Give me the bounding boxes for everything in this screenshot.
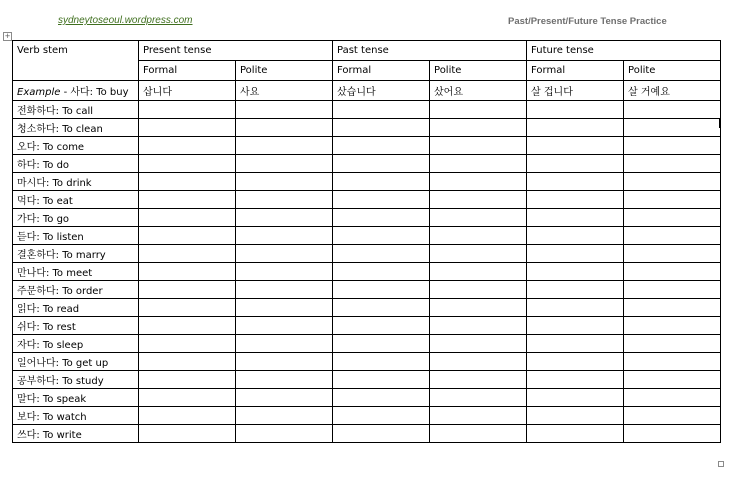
verb-row [13, 371, 721, 389]
answer-cell-future-formal[interactable] [527, 371, 624, 389]
verb-cell[interactable]: 하다: To do [13, 155, 139, 173]
answer-cell-present-polite[interactable] [236, 407, 333, 425]
verb-stem-header: Verb stem [13, 41, 139, 81]
verb-cell[interactable]: 청소하다: To clean [13, 119, 139, 137]
answer-cell-future-formal[interactable] [527, 209, 624, 227]
verb-row [13, 191, 721, 209]
verb-cell[interactable]: 주문하다: To order [13, 281, 139, 299]
answer-cell-past-formal[interactable] [333, 407, 430, 425]
example-verb-cell[interactable] [13, 81, 139, 101]
answer-cell-future-polite[interactable] [624, 155, 721, 173]
verb-row [13, 425, 721, 443]
verb-cell[interactable]: 결혼하다: To marry [13, 245, 139, 263]
answer-cell-future-polite[interactable] [624, 119, 721, 137]
answer-cell-future-polite[interactable] [624, 263, 721, 281]
verb-cell[interactable]: 전화하다: To call [13, 101, 139, 119]
present-tense-header: Present tense [139, 41, 333, 61]
verb-row [13, 281, 721, 299]
site-url: sydneytoseoul.wordpress.com [58, 15, 193, 26]
answer-cell-present-polite[interactable] [236, 191, 333, 209]
past-polite-header: Polite [430, 61, 527, 81]
answer-cell-present-polite[interactable] [236, 173, 333, 191]
answer-cell-present-formal[interactable] [139, 389, 236, 407]
answer-cell-future-polite[interactable] [624, 389, 721, 407]
answer-cell-present-formal[interactable] [139, 101, 236, 119]
answer-cell-present-polite[interactable] [236, 335, 333, 353]
answer-cell-past-polite[interactable] [430, 137, 527, 155]
verb-cell[interactable]: 쉬다: To rest [13, 317, 139, 335]
answer-cell-past-polite[interactable] [430, 299, 527, 317]
answer-cell-future-formal[interactable] [527, 335, 624, 353]
example-future-formal[interactable]: 살 겁니다 [527, 81, 624, 101]
answer-cell-future-formal[interactable] [527, 389, 624, 407]
verb-row [13, 335, 721, 353]
answer-cell-past-formal[interactable] [333, 173, 430, 191]
verb-cell[interactable]: 말다: To speak [13, 389, 139, 407]
verb-cell[interactable]: 보다: To watch [13, 407, 139, 425]
future-tense-header: Future tense [527, 41, 721, 61]
verb-cell[interactable]: 자다: To sleep [13, 335, 139, 353]
answer-cell-future-polite[interactable] [624, 299, 721, 317]
verb-cell[interactable]: 가다: To go [13, 209, 139, 227]
answer-cell-future-polite[interactable] [624, 371, 721, 389]
answer-cell-present-formal[interactable] [139, 137, 236, 155]
answer-cell-present-polite[interactable] [236, 227, 333, 245]
answer-cell-present-formal[interactable] [139, 263, 236, 281]
answer-cell-past-formal[interactable] [333, 353, 430, 371]
present-formal-header: Formal [139, 61, 236, 81]
answer-cell-past-polite[interactable] [430, 425, 527, 443]
answer-cell-future-formal[interactable] [527, 155, 624, 173]
answer-cell-present-polite[interactable] [236, 101, 333, 119]
answer-cell-future-formal[interactable] [527, 137, 624, 155]
answer-cell-present-polite[interactable] [236, 263, 333, 281]
example-present-polite[interactable]: 사요 [236, 81, 333, 101]
future-formal-header: Formal [527, 61, 624, 81]
answer-cell-future-formal[interactable] [527, 425, 624, 443]
answer-cell-past-formal[interactable] [333, 137, 430, 155]
answer-cell-past-formal[interactable] [333, 389, 430, 407]
answer-cell-present-polite[interactable] [236, 119, 333, 137]
verb-cell[interactable]: 오다: To come [13, 137, 139, 155]
answer-cell-present-formal[interactable] [139, 209, 236, 227]
answer-cell-present-polite[interactable] [236, 425, 333, 443]
answer-cell-future-polite[interactable] [624, 227, 721, 245]
answer-cell-future-polite[interactable] [624, 191, 721, 209]
answer-cell-present-formal[interactable] [139, 353, 236, 371]
answer-cell-future-polite[interactable] [624, 137, 721, 155]
answer-cell-past-polite[interactable] [430, 335, 527, 353]
answer-cell-future-polite[interactable] [624, 281, 721, 299]
past-formal-header: Formal [333, 61, 430, 81]
answer-cell-present-polite[interactable] [236, 155, 333, 173]
answer-cell-present-polite[interactable] [236, 137, 333, 155]
answer-cell-present-polite[interactable] [236, 299, 333, 317]
answer-cell-present-formal[interactable] [139, 335, 236, 353]
answer-cell-past-polite[interactable] [430, 155, 527, 173]
answer-cell-past-formal[interactable] [333, 227, 430, 245]
answer-cell-future-formal[interactable] [527, 263, 624, 281]
answer-cell-present-formal[interactable] [139, 119, 236, 137]
example-present-formal[interactable]: 삽니다 [139, 81, 236, 101]
answer-cell-present-polite[interactable] [236, 245, 333, 263]
answer-cell-past-formal[interactable] [333, 155, 430, 173]
answer-cell-present-formal[interactable] [139, 173, 236, 191]
answer-cell-past-polite[interactable] [430, 317, 527, 335]
answer-cell-past-polite[interactable] [430, 191, 527, 209]
verb-cell[interactable]: 마시다: To drink [13, 173, 139, 191]
answer-cell-future-polite[interactable] [624, 317, 721, 335]
verb-cell[interactable]: 쓰다: To write [13, 425, 139, 443]
answer-cell-past-formal[interactable] [333, 101, 430, 119]
answer-cell-future-polite[interactable] [624, 209, 721, 227]
answer-cell-present-polite[interactable] [236, 209, 333, 227]
verb-cell[interactable]: 만나다: To meet [13, 263, 139, 281]
answer-cell-past-formal[interactable] [333, 263, 430, 281]
document-title: Past/Present/Future Tense Practice [508, 16, 667, 27]
answer-cell-future-formal[interactable] [527, 299, 624, 317]
answer-cell-future-polite[interactable] [624, 353, 721, 371]
answer-cell-future-formal[interactable] [527, 119, 624, 137]
answer-cell-present-formal[interactable] [139, 425, 236, 443]
verb-row [13, 173, 721, 191]
answer-cell-future-polite[interactable] [624, 173, 721, 191]
answer-cell-past-formal[interactable] [333, 209, 430, 227]
future-polite-header: Polite [624, 61, 721, 81]
example-past-polite[interactable]: 샀어요 [430, 81, 527, 101]
answer-cell-future-formal[interactable] [527, 191, 624, 209]
answer-cell-past-polite[interactable] [430, 389, 527, 407]
verb-cell[interactable]: 공부하다: To study [13, 371, 139, 389]
verb-row [13, 353, 721, 371]
example-past-formal[interactable]: 샀습니다 [333, 81, 430, 101]
answer-cell-future-formal[interactable] [527, 407, 624, 425]
answer-cell-future-polite[interactable] [624, 407, 721, 425]
present-polite-header: Polite [236, 61, 333, 81]
answer-cell-past-polite[interactable] [430, 407, 527, 425]
answer-cell-past-polite[interactable] [430, 245, 527, 263]
answer-cell-present-polite[interactable] [236, 281, 333, 299]
verb-row [13, 317, 721, 335]
answer-cell-future-polite[interactable] [624, 425, 721, 443]
verb-row [13, 101, 721, 119]
answer-cell-future-formal[interactable] [527, 101, 624, 119]
answer-cell-present-formal[interactable] [139, 281, 236, 299]
tense-header-row [13, 41, 721, 61]
verb-row [13, 155, 721, 173]
verb-row [13, 137, 721, 155]
answer-cell-future-formal[interactable] [527, 281, 624, 299]
answer-cell-past-polite[interactable] [430, 281, 527, 299]
verb-row [13, 209, 721, 227]
answer-cell-past-formal[interactable] [333, 191, 430, 209]
answer-cell-present-formal[interactable] [139, 299, 236, 317]
answer-cell-future-formal[interactable] [527, 173, 624, 191]
verb-row [13, 263, 721, 281]
example-label: Example [17, 87, 61, 98]
answer-cell-present-formal[interactable] [139, 245, 236, 263]
example-future-polite[interactable]: 살 거예요 [624, 81, 721, 101]
answer-cell-past-formal[interactable] [333, 299, 430, 317]
example-row [13, 81, 721, 101]
answer-cell-future-polite[interactable] [624, 335, 721, 353]
answer-cell-past-formal[interactable] [333, 425, 430, 443]
answer-cell-future-formal[interactable] [527, 245, 624, 263]
answer-cell-past-formal[interactable] [333, 335, 430, 353]
verb-row [13, 119, 721, 137]
answer-cell-present-formal[interactable] [139, 371, 236, 389]
tense-practice-table [12, 40, 721, 443]
answer-cell-present-polite[interactable] [236, 317, 333, 335]
answer-cell-past-polite[interactable] [430, 353, 527, 371]
answer-cell-future-polite[interactable] [624, 245, 721, 263]
answer-cell-present-formal[interactable] [139, 227, 236, 245]
answer-cell-past-polite[interactable] [430, 227, 527, 245]
answer-cell-present-formal[interactable] [139, 407, 236, 425]
answer-cell-past-polite[interactable] [430, 173, 527, 191]
answer-cell-present-polite[interactable] [236, 353, 333, 371]
answer-cell-past-polite[interactable] [430, 101, 527, 119]
verb-cell[interactable]: 읽다: To read [13, 299, 139, 317]
verb-cell[interactable]: 일어나다: To get up [13, 353, 139, 371]
answer-cell-past-polite[interactable] [430, 209, 527, 227]
verb-cell[interactable]: 듣다: To listen [13, 227, 139, 245]
answer-cell-past-formal[interactable] [333, 119, 430, 137]
answer-cell-past-polite[interactable] [430, 263, 527, 281]
answer-cell-present-formal[interactable] [139, 191, 236, 209]
table-resize-handle[interactable] [718, 461, 724, 467]
verb-row [13, 299, 721, 317]
answer-cell-present-formal[interactable] [139, 155, 236, 173]
answer-cell-present-polite[interactable] [236, 371, 333, 389]
answer-cell-future-formal[interactable] [527, 317, 624, 335]
verb-row [13, 245, 721, 263]
answer-cell-past-formal[interactable] [333, 281, 430, 299]
past-tense-header: Past tense [333, 41, 527, 61]
answer-cell-past-polite[interactable] [430, 119, 527, 137]
example-verb: - 사다: To buy [60, 87, 129, 98]
answer-cell-past-polite[interactable] [430, 371, 527, 389]
verb-row [13, 389, 721, 407]
table-move-handle-icon[interactable]: + [4, 32, 11, 40]
answer-cell-present-formal[interactable] [139, 317, 236, 335]
verb-row [13, 227, 721, 245]
answer-cell-future-formal[interactable] [527, 353, 624, 371]
verb-cell[interactable]: 먹다: To eat [13, 191, 139, 209]
answer-cell-past-formal[interactable] [333, 317, 430, 335]
answer-cell-past-formal[interactable] [333, 371, 430, 389]
answer-cell-past-formal[interactable] [333, 245, 430, 263]
verb-row [13, 407, 721, 425]
answer-cell-present-polite[interactable] [236, 389, 333, 407]
answer-cell-future-polite[interactable] [624, 101, 721, 119]
answer-cell-future-formal[interactable] [527, 227, 624, 245]
